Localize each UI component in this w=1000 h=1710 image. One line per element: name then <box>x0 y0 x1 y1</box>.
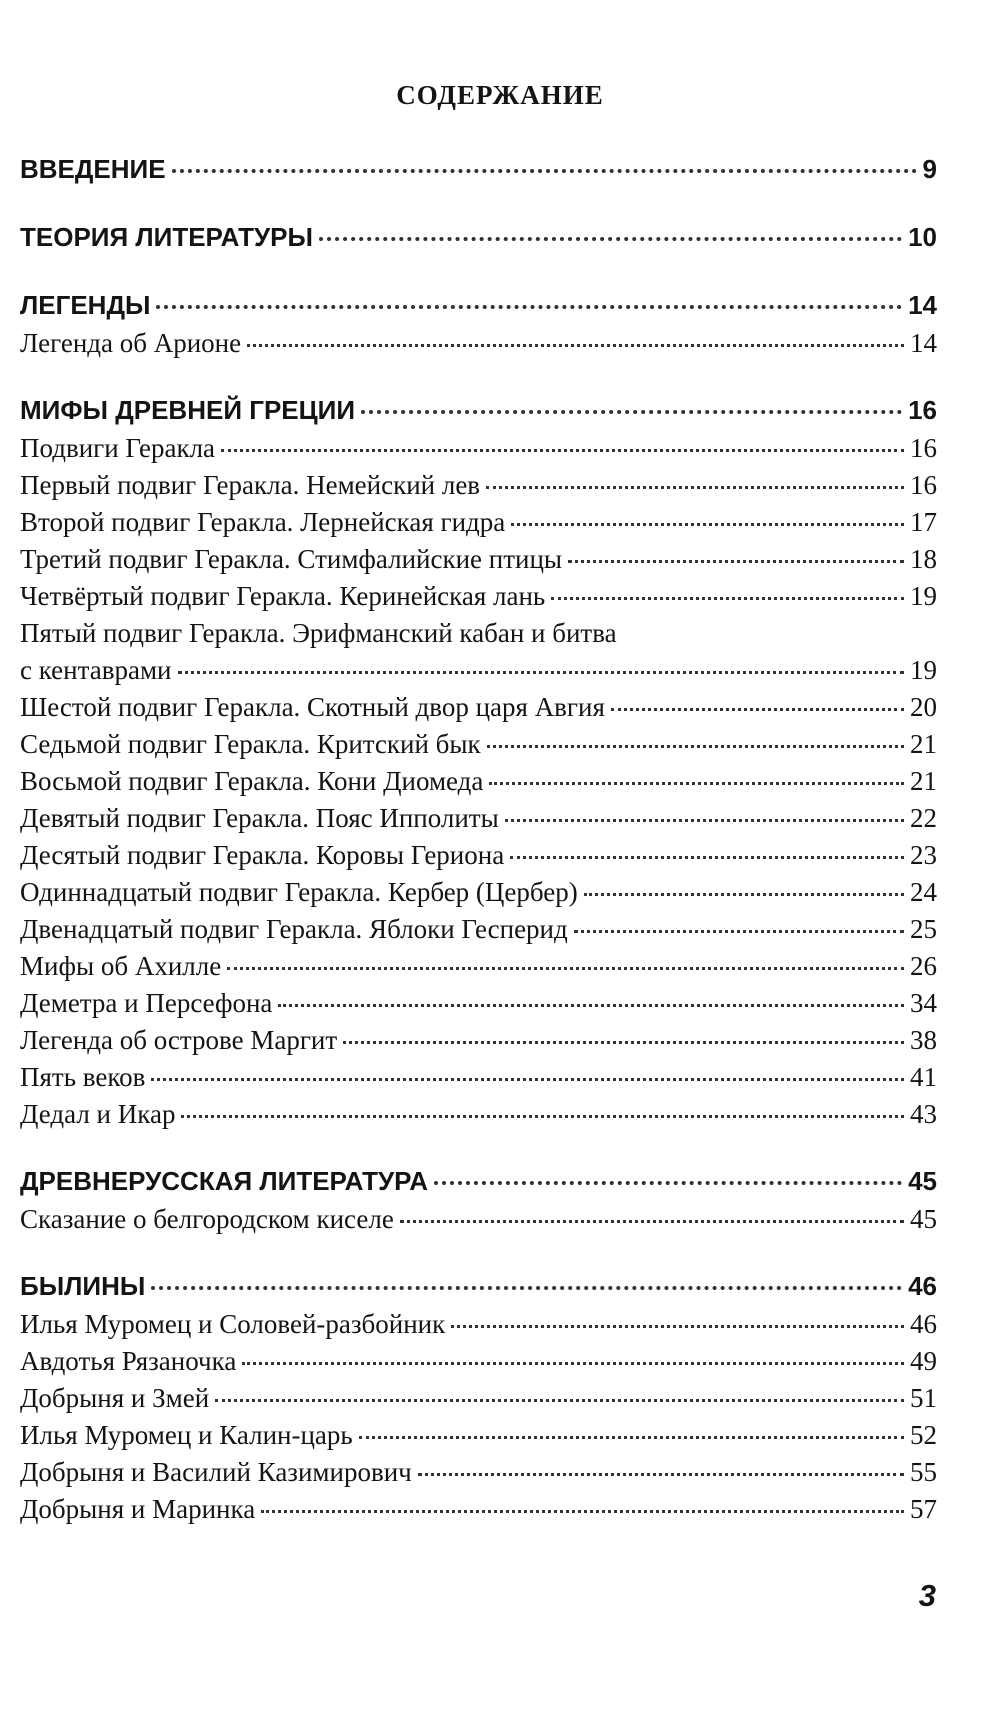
toc-entry-page: 21 <box>910 729 937 759</box>
toc-entry-title: Илья Муромец и Калин-царь <box>20 1420 353 1450</box>
toc-entry-page: 55 <box>910 1457 937 1487</box>
section-heading[interactable] <box>20 290 937 328</box>
toc-entry-page: 38 <box>910 1025 937 1055</box>
toc-entry-title: Сказание о белгородском киселе <box>20 1204 394 1234</box>
toc-entry[interactable] <box>20 1204 937 1241</box>
toc-entry-page: 21 <box>910 766 937 796</box>
section-heading-title: ЛЕГЕНДЫ <box>20 290 151 320</box>
dot-leader <box>611 708 904 711</box>
toc-entry-title: Дедал и Икар <box>20 1099 176 1129</box>
section-heading[interactable] <box>20 1271 937 1309</box>
toc-entry-page: 14 <box>910 328 937 358</box>
toc-entry-title: Седьмой подвиг Геракла. Критский бык <box>20 729 481 759</box>
page-title: СОДЕРЖАНИЕ <box>396 80 604 110</box>
toc-entry-page: 18 <box>910 544 937 574</box>
toc-entry-title: Пять веков <box>20 1062 146 1092</box>
toc-entry-title: Второй подвиг Геракла. Лернейская гидра <box>20 507 506 537</box>
toc-entry-title: Одиннадцатый подвиг Геракла. Кербер (Цербер) <box>20 877 578 907</box>
toc-entry-page: 34 <box>910 988 937 1018</box>
toc-entry-page: 49 <box>910 1346 937 1376</box>
toc-entry[interactable] <box>20 877 937 914</box>
dot-leader <box>359 1436 904 1439</box>
toc-entry-title: Первый подвиг Геракла. Немейский лев <box>20 470 481 500</box>
dot-leader <box>418 1473 904 1476</box>
dot-leader <box>574 930 904 933</box>
toc-entry-title: Шестой подвиг Геракла. Скотный двор царя Авгия <box>20 692 605 722</box>
dot-leader <box>221 449 904 452</box>
toc-entry-title: Легенда об острове Маргит <box>20 1025 338 1055</box>
dot-leader <box>215 1399 904 1402</box>
section-heading-title: БЫЛИНЫ <box>20 1271 146 1301</box>
toc-entry-title: Двенадцатый подвиг Геракла. Яблоки Гесперид <box>20 914 568 944</box>
dot-leader <box>172 169 917 173</box>
dot-leader <box>584 893 904 896</box>
toc-entry-page: 19 <box>910 581 937 611</box>
toc-entry-page: 22 <box>910 803 937 833</box>
toc-entry[interactable] <box>20 1494 937 1531</box>
toc-entry[interactable] <box>20 951 937 988</box>
toc-entry-continuation[interactable] <box>20 655 937 692</box>
toc-entry[interactable] <box>20 581 937 618</box>
dot-leader <box>151 1286 902 1290</box>
toc-entry-title: Деметра и Персефона <box>20 988 273 1018</box>
toc-entry-title: Девятый подвиг Геракла. Пояс Ипполиты <box>20 803 499 833</box>
toc-section <box>20 222 937 260</box>
section-heading-page: 45 <box>908 1166 937 1196</box>
toc-section <box>20 1271 937 1531</box>
toc-entry-page: 26 <box>910 951 937 981</box>
dot-leader <box>227 967 904 970</box>
toc-entry-title: Подвиги Геракла <box>20 433 216 463</box>
toc-entry[interactable] <box>20 1457 937 1494</box>
section-heading-title: ВВЕДЕНИЕ <box>20 154 166 184</box>
section-heading-page: 46 <box>908 1271 937 1301</box>
toc-entry-title: Легенда об Арионе <box>20 328 242 358</box>
dot-leader <box>551 597 904 600</box>
section-heading-page: 14 <box>908 290 937 320</box>
toc-entry-title: Добрыня и Маринка <box>20 1494 256 1524</box>
toc-section <box>20 395 937 1136</box>
toc-section <box>20 154 937 192</box>
toc-entry[interactable] <box>20 803 937 840</box>
dot-leader <box>505 819 904 822</box>
toc-entry[interactable] <box>20 766 937 803</box>
toc-entry-page: 16 <box>910 470 937 500</box>
dot-leader <box>151 1078 904 1081</box>
toc-entry-page: 43 <box>910 1099 937 1129</box>
toc-entry[interactable] <box>20 692 937 729</box>
toc-entry-title: Четвёртый подвиг Геракла. Керинейская лань <box>20 581 546 611</box>
dot-leader <box>511 523 904 526</box>
section-heading-page: 9 <box>922 154 937 184</box>
dot-leader <box>247 344 904 347</box>
dot-leader <box>242 1362 904 1365</box>
page-number: 3 <box>918 1578 936 1613</box>
toc-entry-page: 52 <box>910 1420 937 1450</box>
toc-entry-page: 41 <box>910 1062 937 1092</box>
toc-entry-title: Третий подвиг Геракла. Стимфалийские птицы <box>20 544 563 574</box>
toc-entry-title: Восьмой подвиг Геракла. Кони Диомеда <box>20 766 484 796</box>
section-heading[interactable] <box>20 222 937 260</box>
toc-entry-continuation-title: с кентаврами <box>20 655 172 685</box>
toc-section <box>20 1166 937 1241</box>
toc-entry-page: 20 <box>910 692 937 722</box>
section-heading[interactable] <box>20 395 937 433</box>
toc-entry[interactable] <box>20 1383 937 1420</box>
dot-leader <box>278 1004 904 1007</box>
toc-entry[interactable] <box>20 470 937 507</box>
toc-entry-title: Добрыня и Змей <box>20 1383 210 1413</box>
toc-entry-title: Илья Муромец и Соловей-разбойник <box>20 1309 446 1339</box>
section-heading-title: ТЕОРИЯ ЛИТЕРАТУРЫ <box>20 222 313 252</box>
dot-leader <box>181 1115 904 1118</box>
section-heading-title: МИФЫ ДРЕВНЕЙ ГРЕЦИИ <box>20 395 356 425</box>
toc-entry[interactable] <box>20 1346 937 1383</box>
toc-entry[interactable] <box>20 988 937 1025</box>
dot-leader <box>510 856 904 859</box>
section-heading-title: ДРЕВНЕРУССКАЯ ЛИТЕРАТУРА <box>20 1166 428 1196</box>
toc-entry-title: Десятый подвиг Геракла. Коровы Гериона <box>20 840 505 870</box>
dot-leader <box>261 1510 904 1513</box>
toc-entry[interactable] <box>20 433 937 470</box>
toc-entry[interactable] <box>20 1025 937 1062</box>
dot-leader <box>178 671 905 674</box>
dot-leader <box>486 486 904 489</box>
toc-entry-page: 23 <box>910 840 937 870</box>
toc-entry[interactable] <box>20 840 937 877</box>
toc-entry-page: 57 <box>910 1494 937 1524</box>
table-of-contents <box>20 154 937 1561</box>
section-heading-page: 16 <box>908 395 937 425</box>
section-heading-page: 10 <box>908 222 937 252</box>
toc-entry-continuation-page: 19 <box>910 655 937 685</box>
dot-leader <box>319 237 902 241</box>
dot-leader <box>489 782 904 785</box>
toc-section <box>20 290 937 365</box>
dot-leader <box>568 560 904 563</box>
toc-entry[interactable] <box>20 914 937 951</box>
dot-leader <box>343 1041 904 1044</box>
dot-leader <box>451 1325 904 1328</box>
toc-entry-page: 25 <box>910 914 937 944</box>
dot-leader <box>156 305 902 309</box>
toc-entry-page: 45 <box>910 1204 937 1234</box>
toc-entry-title: Добрыня и Василий Казимирович <box>20 1457 412 1487</box>
toc-entry-page: 51 <box>910 1383 937 1413</box>
dot-leader <box>400 1220 904 1223</box>
dot-leader <box>361 410 902 414</box>
toc-entry[interactable] <box>20 1309 937 1346</box>
toc-entry-title: Мифы об Ахилле <box>20 951 222 981</box>
toc-entry[interactable] <box>20 729 937 766</box>
dot-leader <box>434 1181 902 1185</box>
toc-entry-page: 46 <box>910 1309 937 1339</box>
toc-entry[interactable] <box>20 1099 937 1136</box>
toc-entry[interactable] <box>20 1062 937 1099</box>
dot-leader <box>487 745 904 748</box>
section-heading[interactable] <box>20 1166 937 1204</box>
toc-entry[interactable] <box>20 618 937 655</box>
toc-entry-title: Пятый подвиг Геракла. Эрифманский кабан и битва <box>20 618 617 648</box>
toc-entry[interactable] <box>20 507 937 544</box>
toc-entry-page: 16 <box>910 433 937 463</box>
section-heading[interactable] <box>20 154 937 192</box>
toc-entry[interactable] <box>20 1420 937 1457</box>
toc-entry-page: 24 <box>910 877 937 907</box>
toc-entry-title: Авдотья Рязаночка <box>20 1346 237 1376</box>
toc-entry-page: 17 <box>910 507 937 537</box>
toc-entry[interactable] <box>20 544 937 581</box>
toc-entry[interactable] <box>20 328 937 365</box>
